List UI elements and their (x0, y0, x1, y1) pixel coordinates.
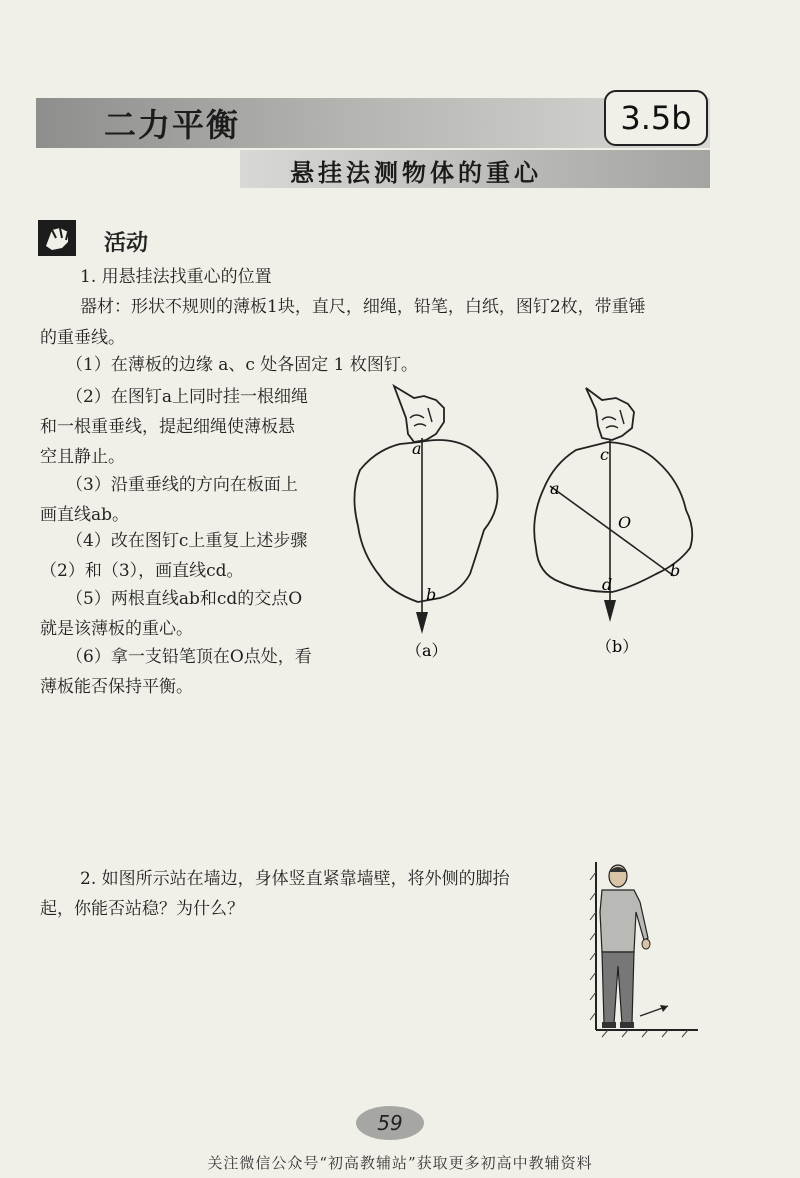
page-number: 59 (356, 1106, 424, 1140)
step-4-line-2: （2）和（3），画直线cd。 (40, 561, 244, 581)
section-subtitle: 悬挂法测物体的重心 (290, 159, 542, 187)
activity-hand-icon (38, 220, 76, 256)
person-torso (600, 890, 648, 952)
label-a-bottom: b (426, 585, 437, 604)
materials-line-1: 器材：形状不规则的薄板1块，直尺，细绳，铅笔，白纸，图钉2枚，带重锤 (80, 297, 646, 317)
suspension-figure (340, 378, 712, 668)
step-2-line-2: 和一根重垂线，提起细绳使薄板悬 (40, 417, 295, 437)
caption-b: （b） (596, 637, 639, 656)
label-b-a: a (550, 479, 560, 498)
item2-line-1: 2. 如图所示站在墙边，身体竖直紧靠墙壁，将外侧的脚抬 (80, 869, 510, 889)
plate-b (534, 442, 692, 592)
label-b-b: b (670, 561, 681, 580)
label-b-d: d (602, 575, 613, 594)
chapter-title: 二力平衡 (104, 106, 241, 144)
wall-person-figure (588, 862, 700, 1038)
step-3-line-2: 画直线ab。 (40, 505, 130, 525)
footer-note: 关注微信公众号“初高教辅站”获取更多初高中教辅资料 (207, 1154, 593, 1172)
label-a-top: a (412, 439, 422, 458)
figure-a (354, 386, 497, 660)
step-4-line-1: （4）改在图钉c上重复上述步骤 (66, 531, 308, 551)
materials-line-2: 的重垂线。 (40, 328, 125, 348)
hand-a-icon (394, 386, 444, 442)
item2-line-2: 起，你能否站稳？为什么？ (40, 899, 244, 919)
item1-title: 1. 用悬挂法找重心的位置 (80, 267, 272, 287)
label-b-c: c (600, 445, 609, 464)
step-6-line-1: （6）拿一支铅笔顶在O点处，看 (66, 647, 312, 667)
step-2-line-3: 空且静止。 (40, 447, 125, 467)
activity-label: 活动 (104, 231, 149, 256)
step-5-line-2: 就是该薄板的重心。 (40, 619, 193, 639)
plate-a (354, 440, 497, 602)
hand-b-icon (586, 388, 634, 440)
caption-a: （a） (406, 641, 448, 660)
step-5-line-1: （5）两根直线ab和cd的交点O (66, 589, 303, 609)
step-1: （1）在薄板的边缘 a、c 处各固定 1 枚图钉。 (66, 355, 418, 375)
step-2-line-1: （2）在图钉a上同时挂一根细绳 (66, 387, 308, 407)
label-b-o: O (618, 513, 632, 532)
person-legs (602, 952, 634, 1024)
step-3-line-1: （3）沿重垂线的方向在板面上 (66, 475, 298, 495)
figure-b (534, 388, 692, 656)
section-number: 3.5b (604, 90, 708, 146)
step-6-line-2: 薄板能否保持平衡。 (40, 677, 193, 697)
